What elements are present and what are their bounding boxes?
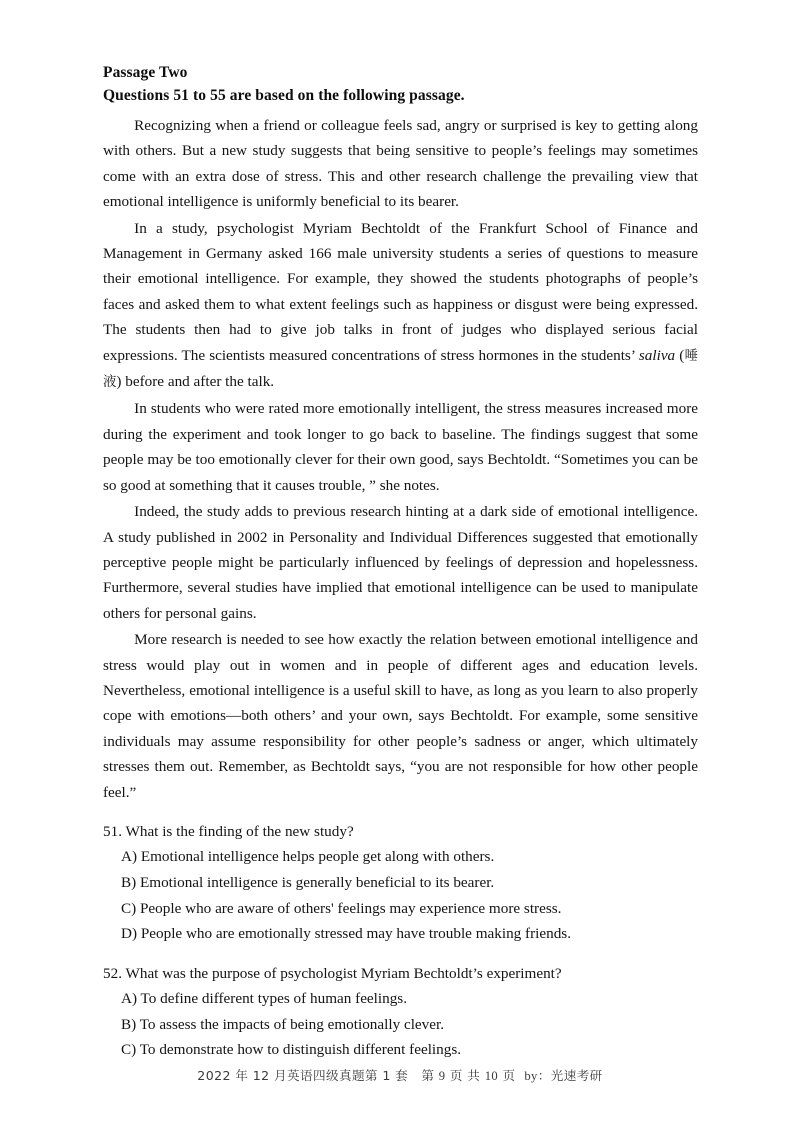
question-52-option-a[interactable]: A) To define different types of human feelings.	[121, 990, 408, 1008]
question-51-stem	[103, 819, 698, 844]
question-51-option-d[interactable]: D) People who are emotionally stressed may have trouble making friends.	[121, 925, 572, 943]
footer-page-number: 9	[438, 1069, 446, 1083]
page-footer	[0, 1068, 800, 1084]
footer-page-total: 10	[484, 1069, 499, 1083]
footer-page-prefix: 第	[421, 1068, 435, 1083]
question-52-option-c[interactable]: C) To demonstrate how to distinguish different feelings.	[121, 1041, 462, 1059]
passage-paragraph-1: Recognizing when a friend or colleague feels sad, angry or surprised is key to getting along with others. But a new study suggests that being sensitive to people’s feelings may sometimes come with an extra dose of stress. This and other research challenge the prevailing view that emotional intelligence is uniformly beneficial to its bearer.	[103, 117, 698, 211]
question-52-stem	[103, 961, 698, 986]
footer-credit-label: by：	[524, 1069, 551, 1083]
italic-term-saliva: saliva	[638, 346, 676, 364]
question-52-text: What was the purpose of psychologist Myriam Bechtoldt’s experiment?	[125, 964, 562, 982]
question-51-option-c[interactable]: C) People who are aware of others' feelings may experience more stress.	[121, 899, 562, 917]
paragraph-2-tail: before and after the talk.	[125, 373, 275, 391]
passage-paragraph-3: In students who were rated more emotionally intelligent, the stress measures increased more during the experiment and took longer to go back to baseline. The findings suggest that some people may be too emotionally clever for their own good, says Bechtoldt. “Sometimes you can be so good at something that it causes trouble, ” she notes.	[103, 400, 698, 494]
passage-paragraph-4: Indeed, the study adds to previous research hinting at a dark side of emotional intelligence. A study published in 2002 in Personality and Individual Differences suggested that emotionally perceptive people might be particularly influenced by feelings of depression and hopelessness. Furthermore, several studies have implied that emotional intelligence can be used to manipulate others for personal gains.	[103, 503, 698, 622]
gloss-close-paren: )	[116, 373, 126, 391]
gloss-open-paren: (	[675, 346, 685, 364]
page-content	[103, 62, 698, 1063]
questions-instruction: Questions 51 to 55 are based on the following passage.	[103, 87, 465, 104]
passage-paragraph-5: More research is needed to see how exactly the relation between emotional intelligence and stress would play out in women and in people of different ages and education levels. Nevertheless, emotional intelligence is a useful skill to have, as long as you learn to also properly cope with emotions—both others’ and your own, says Bechtoldt. For example, some sensitive individuals may assume responsibility for other people’s sadness or anger, which ultimately stresses them out. Remember, as Bechtoldt says, “you are not responsible for how other people feel.”	[103, 631, 698, 801]
question-51-option-b[interactable]: B) Emotional intelligence is generally beneficial to its bearer.	[121, 873, 495, 891]
gloss-chinese-saliva: 唾液	[103, 348, 699, 391]
question-52-option-b[interactable]: B) To assess the impacts of being emotionally clever.	[121, 1015, 445, 1033]
question-52-number: 52.	[103, 964, 122, 982]
question-block-52	[103, 961, 698, 1063]
question-block-51	[103, 819, 698, 947]
passage-label: Passage Two	[103, 64, 188, 81]
footer-page-middle: 页 共	[449, 1068, 481, 1083]
footer-page-suffix: 页	[502, 1068, 516, 1083]
question-51-number: 51.	[103, 822, 122, 840]
footer-credit-name: 光速考研	[550, 1068, 603, 1083]
paragraph-2-lead: In a study, psychologist Myriam Bechtoldt of the Frankfurt School of Finance and Management in Germany asked 166 male university students a series of questions to measure their emotional intelligence. For example, they showed the students photographs of people’s faces and asked them to what extent feelings such as happiness or disgust were being expressed. The students then had to give job talks in front of judges who displayed serious facial expressions. The scientists measured concentrations of stress hormones in the students’	[103, 219, 698, 364]
question-51-text: What is the finding of the new study?	[125, 822, 354, 840]
passage-paragraph-2	[103, 216, 698, 396]
question-51-option-a[interactable]: A) Emotional intelligence helps people get along with others.	[121, 848, 495, 866]
footer-exam-title: 2022 年 12 月英语四级真题第 1 套	[197, 1068, 409, 1083]
